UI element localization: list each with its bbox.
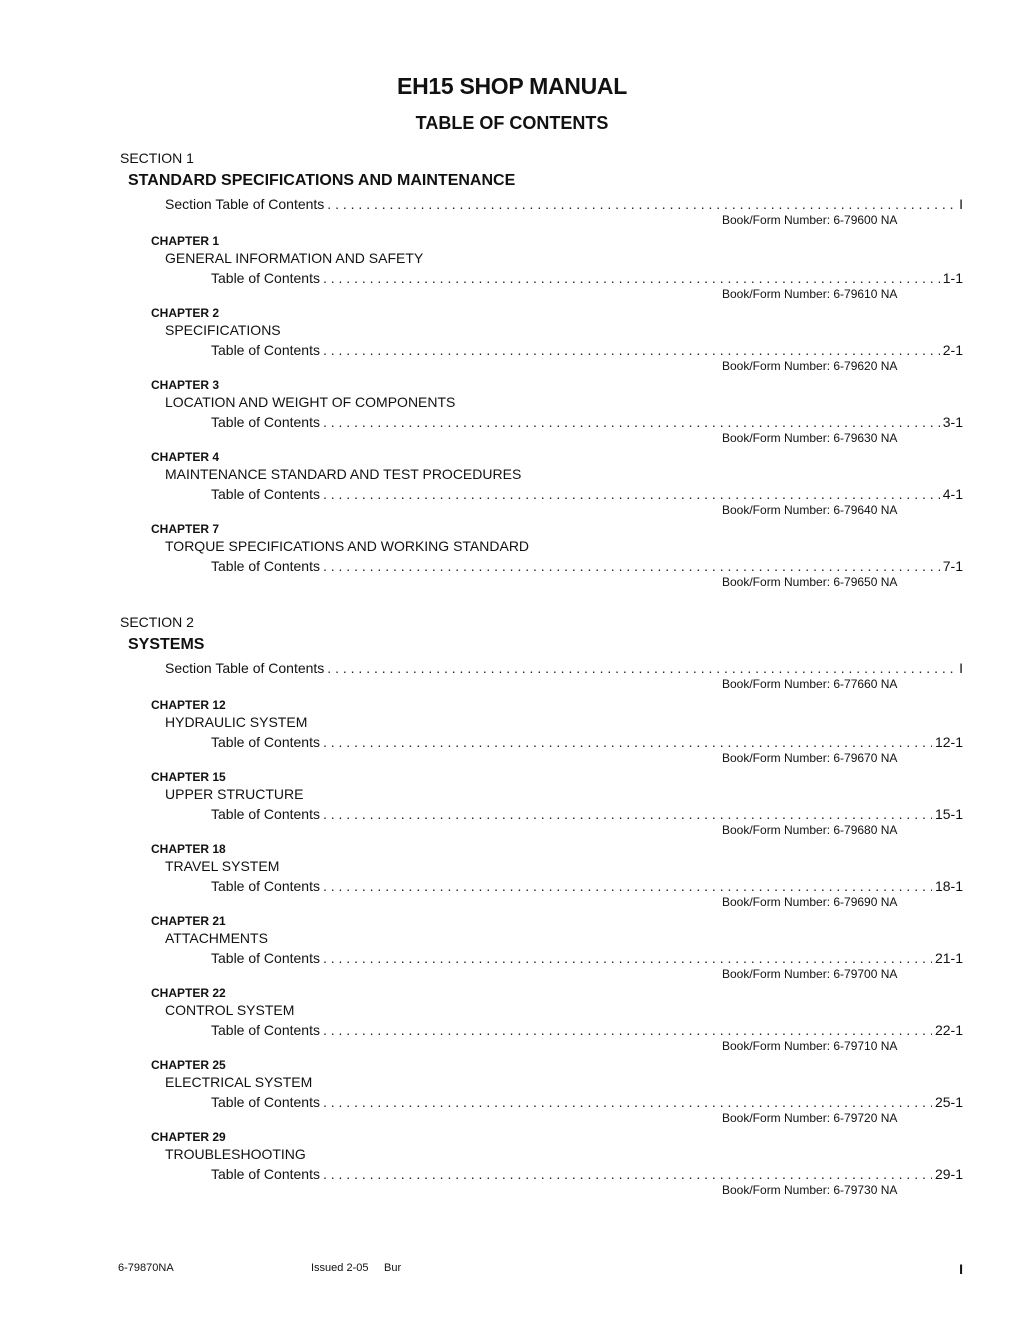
footer-issued: Issued 2-05 (311, 1262, 369, 1274)
dot-leader (323, 1093, 932, 1111)
toc-entry-label: Table of Contents (211, 734, 320, 750)
chapter-toc-entry[interactable] (211, 485, 963, 503)
dot-leader (323, 269, 940, 287)
book-form-number: Book/Form Number: 6-79720 NA (722, 1111, 898, 1125)
book-form-number: Book/Form Number: 6-79700 NA (722, 967, 898, 981)
toc-entry-label: Table of Contents (211, 414, 320, 430)
toc-entry-label: Table of Contents (211, 1094, 320, 1110)
chapter-toc-entry[interactable] (211, 413, 963, 431)
chapter-label: CHAPTER 29 (151, 1130, 226, 1144)
toc-entry-label: Table of Contents (211, 1166, 320, 1182)
book-form-number: Book/Form Number: 6-79690 NA (722, 895, 898, 909)
dot-leader (327, 659, 956, 677)
chapter-toc-entry[interactable] (211, 1021, 963, 1039)
section-title: STANDARD SPECIFICATIONS AND MAINTENANCE (128, 172, 516, 189)
chapter-label: CHAPTER 1 (151, 234, 220, 248)
footer-page-number: I (959, 1261, 963, 1277)
chapter-label: CHAPTER 2 (151, 306, 220, 320)
dot-leader (323, 1165, 932, 1183)
chapter-title: TORQUE SPECIFICATIONS AND WORKING STANDARD (165, 538, 530, 554)
section-toc-entry[interactable] (165, 195, 963, 213)
toc-entry-label: Section Table of Contents (165, 196, 325, 212)
toc-entry-page: 25-1 (934, 1094, 963, 1110)
book-form-number: Book/Form Number: 6-79640 NA (722, 503, 898, 517)
dot-leader (323, 557, 940, 575)
chapter-title: SPECIFICATIONS (165, 322, 281, 338)
book-form-number: Book/Form Number: 6-79610 NA (722, 287, 898, 301)
dot-leader (327, 195, 956, 213)
chapter-toc-entry[interactable] (211, 805, 963, 823)
section-label: SECTION 2 (120, 614, 194, 630)
toc-entry-page: 18-1 (934, 878, 963, 894)
chapter-title: ATTACHMENTS (165, 930, 268, 946)
dot-leader (323, 733, 932, 751)
dot-leader (323, 341, 940, 359)
chapter-toc-entry[interactable] (211, 1165, 963, 1183)
chapter-label: CHAPTER 25 (151, 1058, 226, 1072)
chapter-title: LOCATION AND WEIGHT OF COMPONENTS (165, 394, 456, 410)
chapter-label: CHAPTER 12 (151, 698, 226, 712)
toc-entry-label: Table of Contents (211, 806, 320, 822)
toc-entry-page: 3-1 (942, 414, 963, 430)
toc-entry-page: 1-1 (942, 270, 963, 286)
book-form-number: Book/Form Number: 6-79620 NA (722, 359, 898, 373)
chapter-title: HYDRAULIC SYSTEM (165, 714, 308, 730)
book-form-number: Book/Form Number: 6-79630 NA (722, 431, 898, 445)
toc-entry-page: 22-1 (934, 1022, 963, 1038)
toc-entry-page: 4-1 (942, 486, 963, 502)
toc-entry-label: Table of Contents (211, 950, 320, 966)
chapter-title: TROUBLESHOOTING (165, 1146, 306, 1162)
chapter-label: CHAPTER 4 (151, 450, 220, 464)
dot-leader (323, 413, 940, 431)
toc-entry-page: I (959, 660, 963, 676)
toc-entry-page: I (959, 196, 963, 212)
toc-heading: TABLE OF CONTENTS (415, 113, 609, 133)
toc-entry-page: 2-1 (942, 342, 963, 358)
book-form-number: Book/Form Number: 6-79730 NA (722, 1183, 898, 1197)
chapter-toc-entry[interactable] (211, 341, 963, 359)
dot-leader (323, 949, 932, 967)
dot-leader (323, 805, 932, 823)
chapter-toc-entry[interactable] (211, 949, 963, 967)
chapter-label: CHAPTER 7 (151, 522, 220, 536)
chapter-toc-entry[interactable] (211, 1093, 963, 1111)
dot-leader (323, 877, 932, 895)
chapter-title: CONTROL SYSTEM (165, 1002, 295, 1018)
chapter-label: CHAPTER 15 (151, 770, 226, 784)
toc-entry-label: Table of Contents (211, 1022, 320, 1038)
toc-entry-page: 7-1 (942, 558, 963, 574)
dot-leader (323, 485, 940, 503)
chapter-label: CHAPTER 18 (151, 842, 226, 856)
chapter-toc-entry[interactable] (211, 557, 963, 575)
dot-leader (323, 1021, 932, 1039)
toc-entry-page: 21-1 (934, 950, 963, 966)
chapter-toc-entry[interactable] (211, 269, 963, 287)
book-form-number: Book/Form Number: 6-79710 NA (722, 1039, 898, 1053)
chapter-label: CHAPTER 3 (151, 378, 220, 392)
toc-entry-label: Section Table of Contents (165, 660, 325, 676)
book-form-number: Book/Form Number: 6-79650 NA (722, 575, 898, 589)
chapter-title: UPPER STRUCTURE (165, 786, 304, 802)
toc-entry-label: Table of Contents (211, 558, 320, 574)
book-form-number: Book/Form Number: 6-77660 NA (722, 677, 898, 691)
toc-entry-page: 12-1 (934, 734, 963, 750)
book-form-number: Book/Form Number: 6-79680 NA (722, 823, 898, 837)
section-toc-entry[interactable] (165, 659, 963, 677)
chapter-toc-entry[interactable] (211, 733, 963, 751)
chapter-title: ELECTRICAL SYSTEM (165, 1074, 313, 1090)
chapter-label: CHAPTER 21 (151, 914, 226, 928)
toc-entry-label: Table of Contents (211, 486, 320, 502)
book-form-number: Book/Form Number: 6-79670 NA (722, 751, 898, 765)
toc-entry-label: Table of Contents (211, 270, 320, 286)
chapter-label: CHAPTER 22 (151, 986, 226, 1000)
chapter-title: MAINTENANCE STANDARD AND TEST PROCEDURES (165, 466, 522, 482)
book-form-number: Book/Form Number: 6-79600 NA (722, 213, 898, 227)
toc-entry-page: 15-1 (934, 806, 963, 822)
chapter-toc-entry[interactable] (211, 877, 963, 895)
chapter-title: GENERAL INFORMATION AND SAFETY (165, 250, 424, 266)
manual-title: EH15 SHOP MANUAL (397, 73, 627, 99)
section-label: SECTION 1 (120, 150, 194, 166)
section-title: SYSTEMS (128, 636, 205, 653)
toc-entry-page: 29-1 (934, 1166, 963, 1182)
toc-entry-label: Table of Contents (211, 342, 320, 358)
toc-entry-label: Table of Contents (211, 878, 320, 894)
chapter-title: TRAVEL SYSTEM (165, 858, 280, 874)
footer-doc-number: 6-79870NA (118, 1262, 174, 1274)
footer-location: Bur (384, 1262, 402, 1274)
